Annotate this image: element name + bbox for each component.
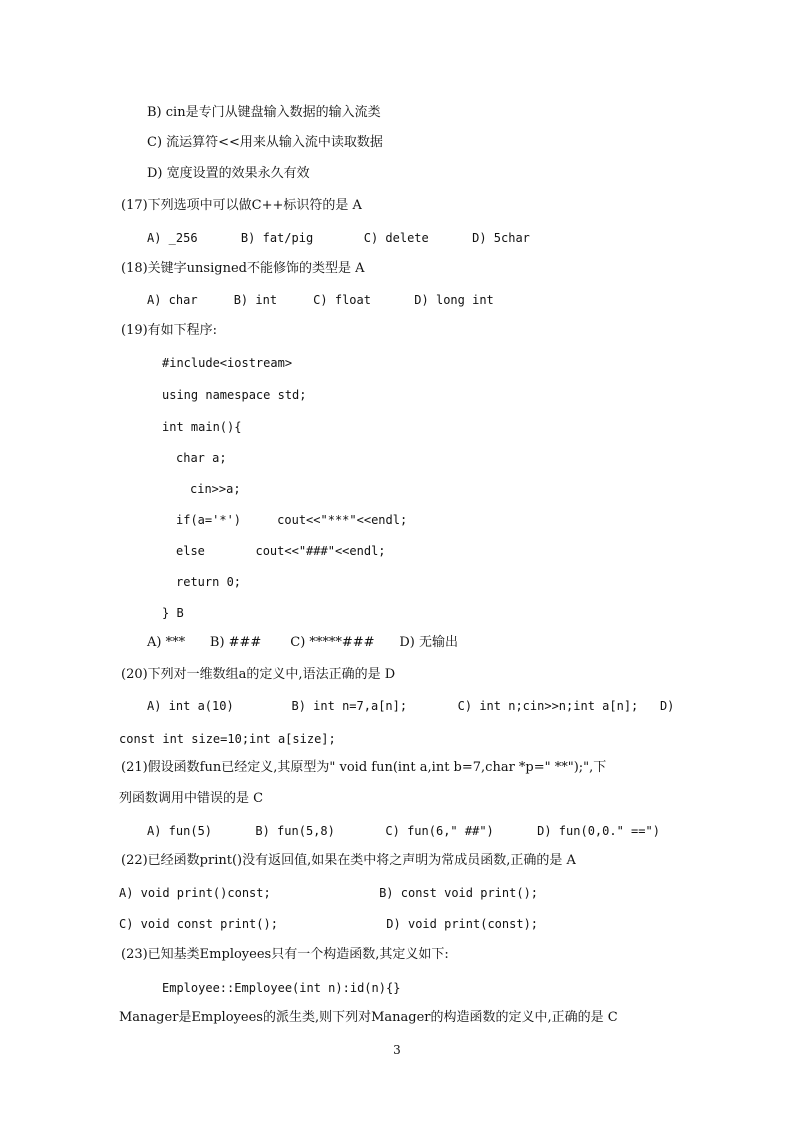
code-line-main: int main(){ [162, 420, 242, 434]
option-b-cin-line: B) cin是专门从键盘输入数据的输入流类 [147, 105, 381, 120]
question-19-options: A) *** B) ### C) *****### D) 无输出 [147, 635, 458, 650]
question-23-statement: Manager是Employees的派生类,则下列对Manager的构造函数的定义中,正确的是 C [119, 1010, 618, 1025]
question-20-options: A) int a(10) B) int n=7,a[n]; C) int n;cin>>n;int a[n]; D) [147, 699, 675, 713]
question-18-options: A) char B) int C) float D) long int [147, 293, 494, 307]
code-line-else: else cout<<"###"<<endl; [176, 544, 386, 558]
question-21-line-2: 列函数调用中错误的是 C [119, 791, 264, 806]
option-d-width-line: D) 宽度设置的效果永久有效 [147, 166, 310, 181]
question-18: (18)关键字unsigned不能修饰的类型是 A [121, 261, 365, 276]
code-line-cin: cin>>a; [190, 482, 241, 496]
question-23: (23)已知基类Employees只有一个构造函数,其定义如下: [121, 947, 449, 962]
page-number: 3 [393, 1043, 401, 1057]
option-c-stream-operator-line: C) 流运算符<<用来从输入流中读取数据 [147, 135, 383, 150]
question-19: (19)有如下程序: [121, 323, 218, 338]
code-line-namespace: using namespace std; [162, 388, 307, 402]
question-21-line-1: (21)假设函数fun已经定义,其原型为" void fun(int a,int b=7,char *p=" **");",下 [121, 760, 607, 775]
code-line-char: char a; [176, 451, 227, 465]
question-22: (22)已经函数print()没有返回值,如果在类中将之声明为常成员函数,正确的是 A [121, 853, 576, 868]
question-20: (20)下列对一维数组a的定义中,语法正确的是 D [121, 667, 396, 682]
question-22-options-ab: A) void print()const; B) const void print(); [119, 886, 539, 900]
code-line-return: return 0; [176, 575, 242, 589]
question-23-code: Employee::Employee(int n):id(n){} [162, 981, 401, 995]
question-17: (17)下列选项中可以做C++标识符的是 A [121, 198, 362, 213]
question-21-options: A) fun(5) B) fun(5,8) C) fun(6," ##") D) fun(0,0." ==") [147, 824, 660, 838]
code-line-if: if(a='*') cout<<"***"<<endl; [176, 513, 408, 527]
question-22-options-cd: C) void const print(); D) void print(const); [119, 917, 539, 931]
question-20-option-d-continuation: const int size=10;int a[size]; [119, 732, 336, 746]
code-line-include: #include<iostream> [162, 356, 293, 370]
question-17-options: A) _256 B) fat/pig C) delete D) 5char [147, 231, 530, 245]
code-line-close-answer: } B [162, 606, 184, 620]
